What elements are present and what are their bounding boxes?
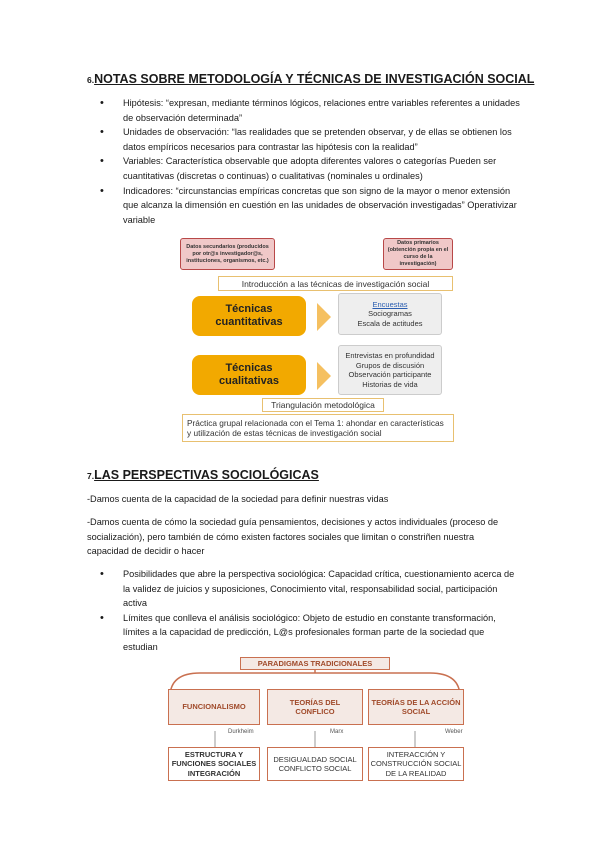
section-6-heading — [87, 72, 534, 86]
section-7-paragraph-2: -Damos cuenta de cómo la sociedad guía pensamientos, decisiones y actos individuales (proceso de socialización), pero también de cómo existen factores sociales que limitan o constriñen nuestra capacidad de decidir o hacer — [87, 517, 499, 557]
arrow-right-icon — [317, 303, 331, 331]
secondary-data-box: Datos secundarios (producidos por otr@s investigador@s, instituciones, organismos, etc.) — [180, 238, 275, 270]
paradigm-social-action — [368, 689, 464, 725]
paradigm-conflict-line-1: TEORÍAS DEL — [289, 697, 341, 707]
list-item: • Unidades de observación: “las realidades que se pretenden observar, y de ellas se obtienen los datos empíricos necesarios para contrastar las hipótesis con la realidad” — [100, 125, 520, 154]
result-line: CONSTRUCCIÓN SOCIAL — [370, 759, 462, 769]
result-social-action — [368, 747, 464, 781]
qualitative-item: Grupos de discusión — [355, 360, 425, 370]
result-line: DESIGUALDAD SOCIAL — [273, 754, 357, 764]
author-weber: Weber — [445, 729, 463, 735]
result-line: ESTRUCTURA Y — [184, 749, 244, 759]
quantitative-item: Sociogramas — [368, 309, 412, 319]
list-item: • Indicadores: “circunstancias empíricas concretas que son signo de la mayor o menor extensión que alcanza la dimensión en cuestión en las unidades de observación investigadas” Operativizar variable — [100, 184, 520, 228]
result-line: CONFLICTO SOCIAL — [278, 764, 352, 773]
qualitative-title-line-1: Técnicas — [225, 362, 273, 374]
quantitative-item: Escala de actitudes — [357, 318, 423, 328]
quantitative-item: Encuestas — [372, 299, 408, 309]
qualitative-title-line-2: cualitativas — [219, 375, 279, 387]
result-conflict — [267, 747, 363, 781]
list-item: • Hipótesis: “expresan, mediante términos lógicos, relaciones entre variables referentes a unidades de observación determinada” — [100, 96, 520, 125]
section-7-heading — [87, 468, 319, 482]
paradigm-social-action-line-2: SOCIAL — [401, 707, 431, 716]
quantitative-title-line-1: Técnicas — [225, 303, 273, 315]
intro-box: Introducción a las técnicas de investigación social — [218, 276, 453, 291]
section-7-paragraph-1: -Damos cuenta de la capacidad de la sociedad para definir nuestras vidas — [87, 494, 389, 504]
result-line: INTEGRACIÓN — [187, 768, 241, 778]
section-6-number: 6. — [87, 75, 95, 85]
qualitative-techniques-box — [192, 355, 306, 395]
result-line: FUNCIONES SOCIALES — [171, 759, 257, 769]
section-6-bullets — [100, 96, 520, 227]
paradigms-title: PARADIGMAS TRADICIONALES — [240, 657, 390, 670]
list-item: • Variables: Característica observable que adopta diferentes valores o categorías Pueden ser cuantitativas (discretas o continuas) o cualitativas (nominales u ordinales) — [100, 154, 520, 183]
paradigm-social-action-line-1: TEORÍAS DE LA ACCIÓN — [371, 697, 461, 707]
paradigm-conflict — [267, 689, 363, 725]
section-6-title: NOTAS SOBRE METODOLOGÍA Y TÉCNICAS DE INVESTIGACIÓN SOCIAL — [94, 72, 535, 86]
list-item: • Posibilidades que abre la perspectiva sociológica: Capacidad crítica, cuestionamiento acerca de la validez de juicios y suposiciones, Conocimiento vital, responsabilidad social, participación activa — [100, 567, 520, 611]
triangulation-box: Triangulación metodológica — [262, 398, 384, 412]
section-7-title: LAS PERSPECTIVAS SOCIOLÓGICAS — [94, 468, 319, 482]
quantitative-list — [338, 293, 442, 335]
section-7-bullets — [100, 567, 520, 655]
result-line: DE LA REALIDAD — [385, 768, 447, 778]
author-durkheim: Durkheim — [228, 729, 254, 735]
list-item: • Límites que conlleva el análisis sociológico: Objeto de estudio en constante transformación, límites a la capacidad de predicción, L@s profesionales forman parte de la sociedad que estudian — [100, 611, 520, 655]
qualitative-item: Entrevistas en profundidad — [345, 351, 435, 360]
practice-box: Práctica grupal relacionada con el Tema 1: ahondar en características y utilización de estas técnicas de investigación social — [182, 414, 454, 442]
paradigm-conflict-line-2: CONFLICO — [295, 707, 335, 716]
paradigm-functionalism: FUNCIONALISMO — [168, 689, 260, 725]
result-functionalism — [168, 747, 260, 781]
quantitative-techniques-box — [192, 296, 306, 336]
techniques-diagram — [178, 235, 458, 445]
qualitative-item: Observación participante — [348, 370, 432, 379]
qualitative-item: Historias de vida — [362, 379, 418, 389]
qualitative-list — [338, 345, 442, 395]
author-marx: Marx — [330, 729, 344, 735]
primary-data-box: Datos primarios (obtención propia en el curso de la investigación) — [383, 238, 453, 270]
quantitative-title-line-2: cuantitativas — [215, 316, 283, 328]
section-7-number: 7. — [87, 471, 95, 481]
paradigms-diagram — [160, 655, 470, 795]
result-line: INTERACCIÓN Y — [386, 749, 446, 759]
arrow-right-icon — [317, 362, 331, 390]
